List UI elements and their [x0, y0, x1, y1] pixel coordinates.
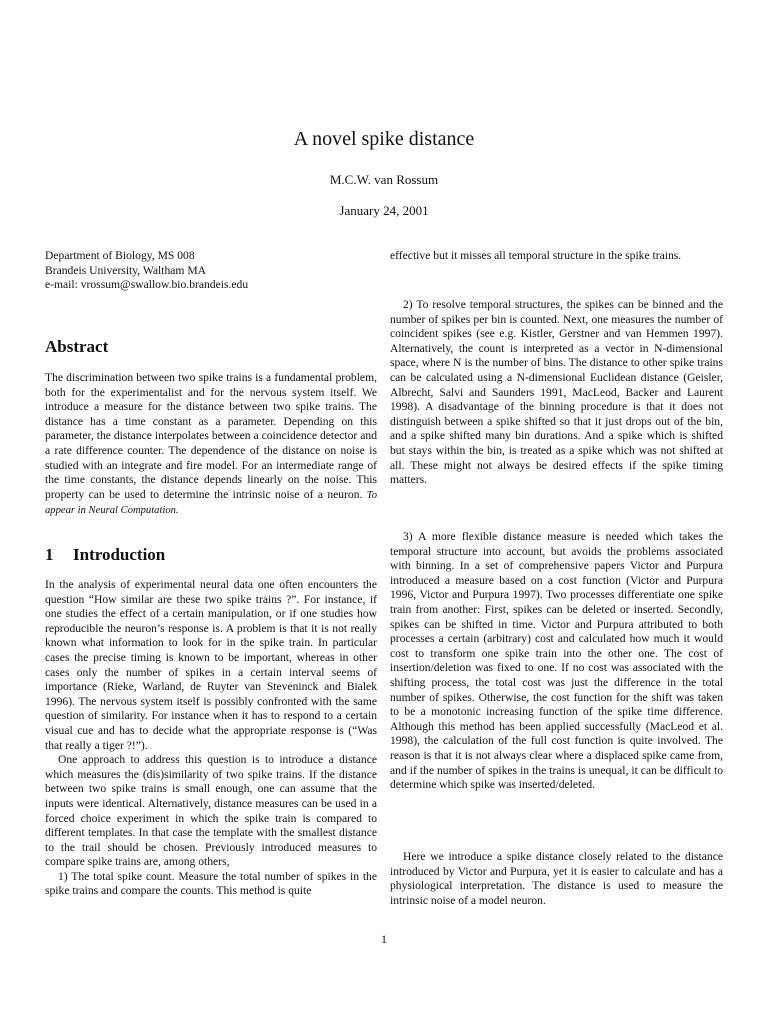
affiliation-block [45, 249, 377, 293]
introduction-body [45, 578, 377, 899]
paper-date: January 24, 2001 [339, 203, 429, 218]
intro-paragraph: One approach to address this question is to introduce a distance which measures the (dis)similarity of two spike trains. If the distance between two spike trains is small enough, one can assume that the inputs were identical. Alternatively, distance measures can be used in a forced choice experiment in which the spike train is compared to different templates. In that case the template with the smallest distance to the trail should be chosen. Previously introduced measures to compare spike trains are, among others, [45, 753, 377, 869]
abstract-text: The discrimination between two spike trains is a fundamental problem, both for the experimentalist and for the nervous system itself. We introduce a measure for the distance between two spike trains. The distance has a time constant as a parameter. Depending on this parameter, the distance interpolates between a coincidence detector and a rate difference counter. The dependence of the distance on noise is studied with an integrate and fire model. For an intermediate range of the time constants, the distance depends linearly on the noise. This property can be used to determine the intrinsic noise of a neuron. [45, 371, 377, 501]
intro-paragraph: In the analysis of experimental neural data one often encounters the question “How similar are these two spike trains ?”. For instance, if one studies the effect of a certain manipulation, or if one studies how reproducible the neuron’s response is. A problem is that it is not really known what information to look for in the spike train. In particular cases the precise timing is known to be important, whereas in other cases only the number of spikes in a certain interval seems of importance (Rieke, Warland, de Ruyter van Steveninck and Bialek 1996). The nervous system itself is possibly confronted with the same question of similarity. For instance when it has to respond to a certain visual cue and has to decide what the appropriate response is (“Was that really a tiger ?!”). [45, 578, 377, 752]
introduction-heading [45, 545, 165, 565]
left-column [45, 249, 377, 898]
page-number: 1 [381, 932, 387, 946]
abstract-body [45, 371, 377, 519]
right-paragraph: effective but it misses all temporal structure in the spike trains. [390, 249, 682, 262]
abstract-heading: Abstract [45, 337, 109, 356]
affiliation-line: Department of Biology, MS 008 [45, 249, 195, 262]
affiliation-email: e-mail: vrossum@swallow.bio.brandeis.edu [45, 278, 249, 292]
intro-paragraph: 1) The total spike count. Measure the total number of spikes in the spike trains and compare the counts. This method is quite [45, 869, 377, 898]
abstract-note: To appear in Neural Computation. [45, 489, 377, 517]
section-title: Introduction [73, 545, 166, 564]
paper-author: M.C.W. van Rossum [329, 172, 439, 187]
affiliation-line: Brandeis University, Waltham MA [45, 263, 207, 277]
paper-title: A novel spike distance [293, 128, 475, 150]
right-paragraph: Here we introduce a spike distance closely related to the distance introduced by Victor and Purpura, yet it is easier to calculate and has a physiological interpretation. The distance is used to measure the intrinsic noise of a model neuron. [390, 850, 723, 907]
right-paragraph: 2) To resolve temporal structures, the spikes can be binned and the number of spikes per bin is counted. Next, one measures the number of coincident spikes (see e.g. Kistler, Gerstner and van Hemmen 1997). Alternatively, the count is interpreted as a vector in N-dimensional space, where N is the number of bins. The distance to other spike trains can be calculated using a N-dimensional Euclidean distance (Geisler, Albrecht, Salvi and Saunders 1991, MacLeod, Backer and Laurent 1998). A disadvantage of the binning procedure is that it does not distinguish between a spike shifted so that it just drops out of the bin, and a spike shifted many bin durations. And a spike which is shifted but stays within the bin, is treated as a spike which was not shifted at all. These might not always be desired effects if the spike timing matters. [390, 298, 723, 487]
section-number: 1 [45, 545, 54, 564]
right-paragraph: 3) A more flexible distance measure is needed which takes the temporal structure into account, but avoids the problems associated with binning. In a set of comprehensive papers Victor and Purpura introduced a measure based on a cost function (Victor and Purpura 1996, Victor and Purpura 1997). Two processes differentiate one spike train from another: First, spikes can be deleted or inserted. Secondly, spikes can be shifted in time. Victor and Purpura attributed to both processes a certain (arbitrary) cost and calculated how much it would cost to transform one spike train into the other one. The cost of insertion/deletion was fixed to one. If no cost was associated with the shifting process, the total cost was just the difference in the total number of spikes. Otherwise, the cost function for the shift was taken to be a monotonic increasing function of the spike time difference. Although this method has been applied successfully (MacLeod et al. 1998), the calculation of the full cost function is quite involved. The reason is that it is not always clear where a displaced spike came from, and if the number of spikes in the trains is unequal, it can be difficult to determine which spike was inserted/deleted. [390, 530, 723, 792]
